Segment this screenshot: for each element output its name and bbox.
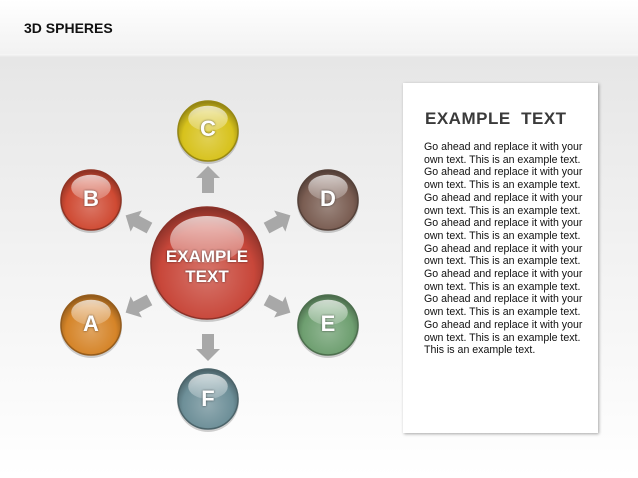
sphere-c-label: C <box>200 116 216 141</box>
card-paragraph: Go ahead and replace it with your own text. This is an example text. Go ahead and replace it with your own text. This is an example text. This is an example text. <box>424 293 583 357</box>
sphere-f-label: F <box>201 386 215 411</box>
arrow-to-d <box>261 205 296 239</box>
card-body <box>424 141 589 357</box>
slide-title: 3D SPHERES <box>24 20 113 36</box>
arrow-to-e <box>261 289 296 323</box>
sphere-b-label: B <box>83 186 99 211</box>
arrow-to-a <box>120 289 155 323</box>
center-label-line2: TEXT <box>185 267 229 286</box>
card-heading: EXAMPLE TEXT <box>425 109 567 128</box>
center-sphere-label <box>147 247 267 287</box>
center-label-line1: EXAMPLE <box>165 247 249 266</box>
card-paragraph: Go ahead and replace it with your own text. This is an example text. Go ahead and replace it with your own text. This is an example text. <box>424 242 583 293</box>
arrow-to-f <box>196 334 220 361</box>
text-card <box>403 83 598 433</box>
sphere-e-label: E <box>320 311 336 336</box>
arrow-to-c <box>196 166 220 193</box>
sphere-d-label: D <box>320 186 336 211</box>
card-paragraph: Go ahead and replace it with your own text. This is an example text. Go ahead and replace it with your own text. This is an example text. Go ahead and replace it with your own text. This is an example text. Go ahead and replace it with your own text. This is an example text. <box>424 141 583 242</box>
arrow-to-b <box>120 205 155 239</box>
sphere-a-label: A <box>83 311 99 336</box>
